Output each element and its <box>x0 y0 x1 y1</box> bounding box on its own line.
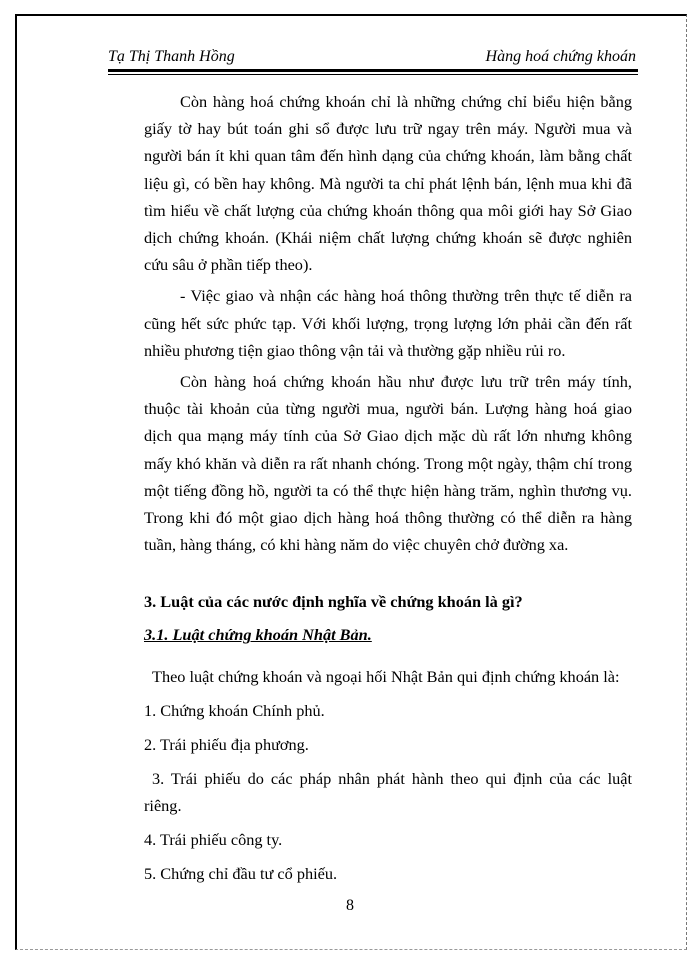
section-heading: 3. Luật của các nước định nghĩa về chứng khoán là gì? <box>144 592 523 612</box>
list-item-2: 2. Trái phiếu địa phương. <box>144 735 309 755</box>
paragraph-1: Còn hàng hoá chứng khoán chỉ là những chứng chỉ biểu hiện bằng giấy tờ hay bút toán ghi sổ được lưu trữ ngay trên máy. Người mua và người bán ít khi quan tâm đến hình dạng của chứng khoán, làm bằng chất liệu gì, có bền hay không. Mà người ta chỉ phát lệnh bán, lệnh mua khi đã tìm hiểu về chất lượng của chứng khoán thông qua môi giới hay Sở Giao dịch chứng khoán. (Khái niệm chất lượng chứng khoán sẽ được nghiên cứu sâu ở phần tiếp theo). <box>144 92 632 275</box>
list-item-5: 5. Chứng chỉ đầu tư cổ phiếu. <box>144 864 338 884</box>
list-intro: Theo luật chứng khoán và ngoại hối Nhật Bản qui định chứng khoán là: <box>152 667 620 687</box>
list-item-1: 1. Chứng khoán Chính phủ. <box>144 701 325 721</box>
paragraph-2: - Việc giao và nhận các hàng hoá thông thường trên thực tế diễn ra cũng hết sức phức tạp. Với khối lượng, trọng lượng lớn phải cần đến rất nhiều phương tiện giao thông vận tải và thường gặp nhiều rủi ro. <box>144 286 632 360</box>
list-item-4: 4. Trái phiếu công ty. <box>144 830 283 850</box>
page-number: 8 <box>346 897 354 914</box>
header-author: Tạ Thị Thanh Hồng <box>108 48 235 65</box>
subsection-heading: 3.1. Luật chứng khoán Nhật Bản. <box>144 625 372 645</box>
header-divider <box>108 69 638 75</box>
list-item-3: 3. Trái phiếu do các pháp nhân phát hành theo qui định của các luật riêng. <box>144 769 632 816</box>
page-header <box>108 44 636 66</box>
header-title: Hàng hoá chứng khoán <box>485 48 636 65</box>
paragraph-3: Còn hàng hoá chứng khoán hầu như được lưu trữ trên máy tính, thuộc tài khoản của từng người mua, người bán. Lượng hàng hoá giao dịch qua mạng máy tính của Sở Giao dịch mặc dù rất lớn nhưng không mấy khó khăn và diễn ra rất nhanh chóng. Trong một ngày, thậm chí trong một tiếng đồng hồ, người ta có thể thực hiện hàng trăm, nghìn thương vụ. Trong khi đó một giao dịch hàng hoá thông thường có thể diễn ra hàng tuần, hàng tháng, có khi hàng năm do việc chuyên chở đường xa. <box>144 372 632 555</box>
document-body <box>144 88 632 887</box>
